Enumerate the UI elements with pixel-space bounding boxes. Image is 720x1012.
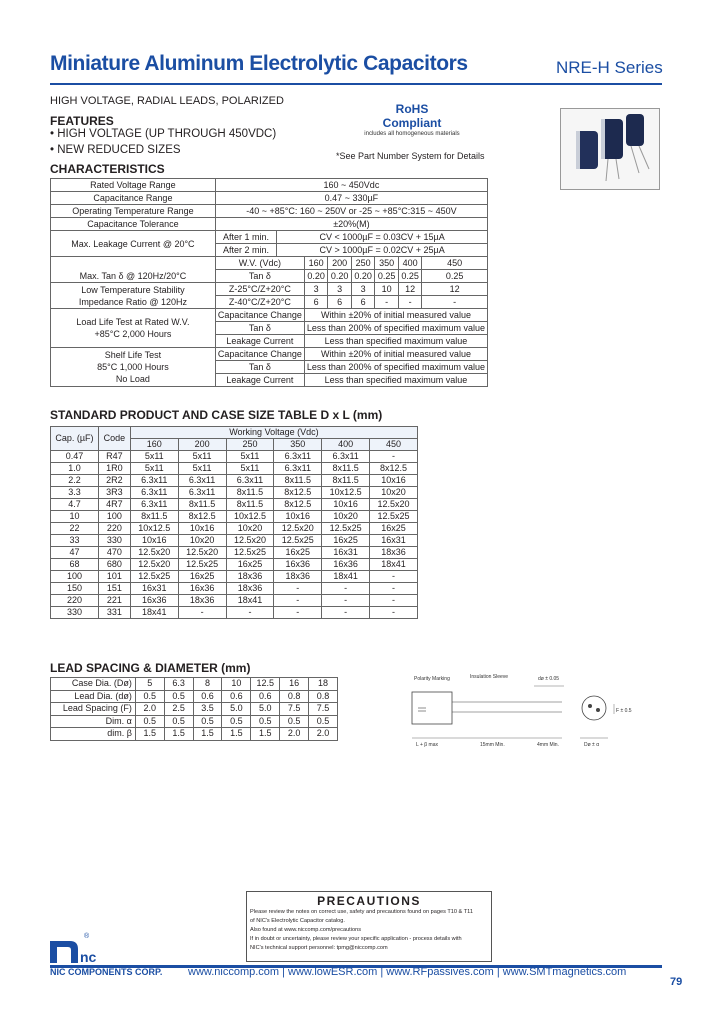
table-row: [51, 690, 338, 703]
case-size-cell: -: [370, 451, 418, 463]
lead-row-label: dim. β: [51, 728, 136, 741]
lead-row-label: Dim. α: [51, 715, 136, 728]
case-size-cell: 16x31: [130, 583, 178, 595]
lead-cell: 0.5: [135, 715, 164, 728]
case-size-cell: 10x12.5: [130, 523, 178, 535]
table-row: [51, 607, 418, 619]
standard-product-table: [50, 426, 418, 619]
table-row: [51, 728, 338, 741]
case-size-cell: 12.5x25: [370, 511, 418, 523]
table-row: [51, 192, 488, 205]
char-label: Rated Voltage Range: [51, 179, 216, 192]
case-size-cell: 10x20: [226, 523, 274, 535]
table-row: [51, 257, 488, 270]
sleeve-label: Insulation Sleeve: [470, 674, 509, 680]
case-size-cell: 12.5x25: [178, 559, 226, 571]
feature-item: • NEW REDUCED SIZES: [50, 144, 181, 156]
code-cell: 100: [98, 511, 130, 523]
case-size-cell: 18x41: [322, 571, 370, 583]
z40-cell: 6: [328, 296, 351, 309]
lead-cell: 12.5: [251, 678, 280, 691]
case-size-cell: 12.5x20: [178, 547, 226, 559]
char-value: ±20%(M): [215, 218, 487, 231]
table-row: [51, 451, 418, 463]
table-row: [51, 205, 488, 218]
table-row: [51, 571, 418, 583]
z40-label: Z-40°C/Z+20°C: [215, 296, 304, 309]
code-cell: 680: [98, 559, 130, 571]
char-value: 160 ~ 450Vdc: [215, 179, 487, 192]
char-sublabel: Tan δ: [215, 322, 304, 335]
voltage-cell: 400: [398, 257, 421, 270]
capacitor-photo: [560, 108, 660, 190]
subtitle: HIGH VOLTAGE, RADIAL LEADS, POLARIZED: [50, 95, 284, 107]
case-size-cell: 10x16: [322, 499, 370, 511]
char-label: Max. Tan δ @ 120Hz/20°C: [51, 257, 216, 283]
char-label: [51, 309, 216, 348]
capacitor-image: [561, 109, 661, 191]
char-value: CV > 1000µF = 0.02CV + 25µA: [277, 244, 488, 257]
cap-cell: 3.3: [51, 487, 99, 499]
case-size-cell: 10x12.5: [322, 487, 370, 499]
case-size-cell: 18x36: [226, 583, 274, 595]
table-row: [51, 595, 418, 607]
case-size-cell: 16x25: [322, 535, 370, 547]
case-size-cell: 8x11.5: [226, 487, 274, 499]
case-size-cell: 8x11.5: [322, 475, 370, 487]
char-sublabel: After 2 min.: [215, 244, 276, 257]
lead-cell: 1.5: [251, 728, 280, 741]
z40-cell: 6: [304, 296, 327, 309]
code-cell: 1R0: [98, 463, 130, 475]
char-sublabel: After 1 min.: [215, 231, 276, 244]
precaution-line: Please review the notes on correct use, safety and precautions found on pages T10 & T11: [250, 909, 473, 915]
case-size-cell: -: [322, 583, 370, 595]
table-row: [51, 559, 418, 571]
case-size-cell: -: [370, 583, 418, 595]
case-size-cell: -: [322, 607, 370, 619]
case-size-cell: 10x16: [370, 475, 418, 487]
case-size-cell: 16x36: [322, 559, 370, 571]
case-size-cell: 6.3x11: [274, 463, 322, 475]
z25-cell: 12: [422, 283, 488, 296]
lead-cell: 18: [309, 678, 338, 691]
case-size-cell: 10x16: [130, 535, 178, 547]
case-size-cell: 12.5x25: [130, 571, 178, 583]
footer-links[interactable]: www.niccomp.com | www.lowESR.com | www.RFpassives.com | www.SMTmagnetics.com: [188, 966, 627, 978]
z40-cell: -: [375, 296, 398, 309]
case-size-cell: -: [370, 571, 418, 583]
tan-label: Tan δ: [215, 270, 304, 283]
precaution-line: NIC's technical support personnel: tpmg@niccomp.com: [250, 945, 388, 951]
lead-cell: 0.5: [135, 690, 164, 703]
lead-cell: 3.5: [193, 703, 222, 716]
case-size-cell: 8x12.5: [274, 487, 322, 499]
case-size-cell: 6.3x11: [178, 487, 226, 499]
case-size-cell: 8x11.5: [226, 499, 274, 511]
z40-cell: -: [398, 296, 421, 309]
case-size-cell: 18x41: [370, 559, 418, 571]
case-size-cell: -: [274, 583, 322, 595]
case-size-cell: 12.5x20: [130, 547, 178, 559]
voltage-header: 160: [130, 439, 178, 451]
shelf-life-label: Shelf Life Test: [104, 350, 162, 360]
char-sublabel: Capacitance Change: [215, 348, 304, 361]
lead-cell: 8: [193, 678, 222, 691]
lead-cell: 0.6: [251, 690, 280, 703]
lead-cell: 1.5: [193, 728, 222, 741]
z25-cell: 3: [304, 283, 327, 296]
case-size-cell: 12.5x20: [226, 535, 274, 547]
char-value: Less than 200% of specified maximum value: [304, 361, 487, 374]
code-cell: 4R7: [98, 499, 130, 511]
case-size-cell: 16x25: [370, 523, 418, 535]
case-size-cell: 10x12.5: [226, 511, 274, 523]
capacitor-dimension-drawing: [404, 668, 662, 758]
case-size-cell: 6.3x11: [226, 475, 274, 487]
l-label: L + β max: [416, 742, 439, 748]
lead-cell: 2.0: [280, 728, 309, 741]
lead-cell: 1.5: [222, 728, 251, 741]
case-size-cell: 12.5x25: [274, 535, 322, 547]
lead-cell: 0.6: [193, 690, 222, 703]
lead-cell: 0.5: [222, 715, 251, 728]
case-size-cell: -: [370, 607, 418, 619]
cap-cell: 1.0: [51, 463, 99, 475]
char-label: [51, 348, 216, 387]
lead-row-label: Lead Spacing (F): [51, 703, 136, 716]
series-name: NRE-H Series: [556, 58, 663, 77]
table-row: [51, 523, 418, 535]
case-size-cell: 8x11.5: [274, 475, 322, 487]
char-label: Operating Temperature Range: [51, 205, 216, 218]
characteristics-heading: CHARACTERISTICS: [50, 162, 165, 176]
case-size-cell: 5x11: [226, 463, 274, 475]
lead-cell: 0.5: [164, 690, 193, 703]
lead-cell: 0.5: [193, 715, 222, 728]
lead-cell: 0.8: [309, 690, 338, 703]
cap-cell: 33: [51, 535, 99, 547]
impedance-label: Impedance Ratio @ 120Hz: [78, 296, 188, 307]
table-row: [51, 309, 488, 322]
char-sublabel: Leakage Current: [215, 374, 304, 387]
voltage-cell: 200: [328, 257, 351, 270]
case-size-cell: 6.3x11: [130, 499, 178, 511]
case-size-cell: 8x12.5: [370, 463, 418, 475]
code-cell: 151: [98, 583, 130, 595]
lead-cell: 0.5: [164, 715, 193, 728]
voltage-cell: 350: [375, 257, 398, 270]
company-name: NIC COMPONENTS CORP.: [50, 967, 163, 977]
char-value: Less than specified maximum value: [304, 374, 487, 387]
registered-mark: ®: [84, 933, 90, 940]
lead-cell: 10: [222, 678, 251, 691]
tan-cell: 0.20: [351, 270, 374, 283]
shelf-life-load: No Load: [115, 374, 150, 384]
case-size-cell: 16x36: [130, 595, 178, 607]
code-cell: 220: [98, 523, 130, 535]
lead-cell: 5.0: [222, 703, 251, 716]
lead-cell: 0.5: [251, 715, 280, 728]
lead-cell: 0.8: [280, 690, 309, 703]
part-number-note: *See Part Number System for Details: [336, 151, 485, 161]
case-size-cell: 5x11: [130, 451, 178, 463]
feature-item: • HIGH VOLTAGE (UP THROUGH 450VDC): [50, 128, 277, 140]
voltage-cell: 250: [351, 257, 374, 270]
case-size-cell: -: [226, 607, 274, 619]
case-size-cell: 18x36: [226, 571, 274, 583]
table-row: [51, 348, 488, 361]
case-size-cell: -: [322, 595, 370, 607]
char-value: Within ±20% of initial measured value: [304, 348, 487, 361]
case-size-cell: -: [274, 607, 322, 619]
case-size-cell: -: [370, 595, 418, 607]
char-value: Less than specified maximum value: [304, 335, 487, 348]
code-cell: 470: [98, 547, 130, 559]
table-row: [51, 499, 418, 511]
rohs-line1: RoHS: [395, 102, 429, 116]
table-row: [51, 583, 418, 595]
lead-cell: 2.5: [164, 703, 193, 716]
case-size-cell: 18x41: [226, 595, 274, 607]
z25-cell: 10: [375, 283, 398, 296]
precaution-line: of NIC's Electrolytic Capacitor catalog.: [250, 918, 345, 924]
case-size-cell: 8x11.5: [322, 463, 370, 475]
voltage-header: 250: [226, 439, 274, 451]
col-code: Code: [98, 427, 130, 451]
cap-cell: 0.47: [51, 451, 99, 463]
load-life-hours: +85°C 2,000 Hours: [94, 329, 172, 339]
cap-cell: 220: [51, 595, 99, 607]
case-size-cell: 10x20: [370, 487, 418, 499]
lead-cell: 2.0: [135, 703, 164, 716]
table-row: [51, 547, 418, 559]
lead-cell: 1.5: [164, 728, 193, 741]
precautions-title: PRECAUTIONS: [317, 894, 421, 908]
char-label: Capacitance Range: [51, 192, 216, 205]
case-size-cell: 5x11: [226, 451, 274, 463]
char-value: CV < 1000µF = 0.03CV + 15µA: [277, 231, 488, 244]
char-sublabel: Tan δ: [215, 361, 304, 374]
case-size-cell: 16x31: [370, 535, 418, 547]
cap-cell: 10: [51, 511, 99, 523]
case-size-cell: 10x20: [178, 535, 226, 547]
standard-heading-main: STANDARD PRODUCT AND CASE SIZE TABLE D: [50, 408, 330, 422]
cap-cell: 22: [51, 523, 99, 535]
code-cell: 330: [98, 535, 130, 547]
case-size-cell: 18x36: [178, 595, 226, 607]
case-size-cell: 10x16: [178, 523, 226, 535]
char-value: Within ±20% of initial measured value: [304, 309, 487, 322]
code-cell: 331: [98, 607, 130, 619]
title-rule: [50, 83, 662, 85]
case-size-cell: 12.5x25: [322, 523, 370, 535]
z25-cell: 12: [398, 283, 421, 296]
case-size-cell: 6.3x11: [322, 451, 370, 463]
features-heading: FEATURES: [50, 114, 114, 128]
char-label: Max. Leakage Current @ 20°C: [51, 231, 216, 257]
case-size-cell: 6.3x11: [130, 475, 178, 487]
case-size-cell: 18x36: [370, 547, 418, 559]
case-size-cell: 18x41: [130, 607, 178, 619]
lead-row-label: Lead Dia. (dø): [51, 690, 136, 703]
case-size-cell: -: [274, 595, 322, 607]
wv-label: W.V. (Vdc): [215, 257, 304, 270]
shelf-life-hours: 85°C 1,000 Hours: [97, 362, 169, 372]
table-row: [51, 487, 418, 499]
stability-label: Low Temperature Stability: [81, 284, 185, 295]
table-header-row: [51, 427, 418, 439]
cap-cell: 330: [51, 607, 99, 619]
voltage-header: 400: [322, 439, 370, 451]
code-cell: R47: [98, 451, 130, 463]
lead-spacing-table: [50, 677, 338, 741]
table-row: [51, 535, 418, 547]
z25-label: Z-25°C/Z+20°C: [215, 283, 304, 296]
cap-cell: 4.7: [51, 499, 99, 511]
rohs-line2: Compliant: [382, 116, 442, 130]
tan-cell: 0.20: [304, 270, 327, 283]
case-size-cell: 10x16: [274, 511, 322, 523]
case-size-cell: 8x11.5: [130, 511, 178, 523]
lead-cell: 0.5: [280, 715, 309, 728]
char-value: 0.47 ~ 330µF: [215, 192, 487, 205]
lead-row-label: Case Dia. (Dø): [51, 678, 136, 691]
table-row: [51, 179, 488, 192]
case-size-cell: 5x11: [130, 463, 178, 475]
case-size-cell: 16x31: [322, 547, 370, 559]
char-sublabel: Capacitance Change: [215, 309, 304, 322]
table-row: [51, 218, 488, 231]
code-cell: 221: [98, 595, 130, 607]
char-label: [51, 283, 216, 309]
f-label: F ± 0.5: [616, 708, 632, 714]
voltage-cell: 450: [422, 257, 488, 270]
table-row: [51, 475, 418, 487]
z25-cell: 3: [351, 283, 374, 296]
min4-label: 4mm Min.: [537, 742, 559, 748]
lead-table-heading: LEAD SPACING & DIAMETER (mm): [50, 661, 251, 675]
z40-cell: -: [422, 296, 488, 309]
char-value: -40 ~ +85°C: 160 ~ 250V or -25 ~ +85°C:315 ~ 450V: [215, 205, 487, 218]
code-cell: 2R2: [98, 475, 130, 487]
cap-cell: 2.2: [51, 475, 99, 487]
case-size-cell: 5x11: [178, 463, 226, 475]
table-row: [51, 678, 338, 691]
cap-cell: 68: [51, 559, 99, 571]
standard-table-heading: [50, 408, 382, 422]
lead-cell: 1.5: [135, 728, 164, 741]
case-size-cell: 6.3x11: [274, 451, 322, 463]
case-size-cell: 16x25: [178, 571, 226, 583]
lead-cell: 7.5: [280, 703, 309, 716]
table-row: [51, 231, 488, 244]
tan-cell: 0.25: [375, 270, 398, 283]
case-size-cell: 6.3x11: [130, 487, 178, 499]
table-row: [51, 463, 418, 475]
characteristics-table: [50, 178, 488, 387]
rohs-badge: [342, 102, 482, 138]
table-row: [51, 703, 338, 716]
cap-cell: 47: [51, 547, 99, 559]
lead-cell: 5.0: [251, 703, 280, 716]
case-size-cell: 8x11.5: [178, 499, 226, 511]
voltage-header: 200: [178, 439, 226, 451]
case-size-cell: 12.5x25: [226, 547, 274, 559]
case-size-cell: -: [178, 607, 226, 619]
case-size-cell: 12.5x20: [130, 559, 178, 571]
case-size-cell: 6.3x11: [178, 475, 226, 487]
case-size-cell: 12.5x20: [370, 499, 418, 511]
char-sublabel: Leakage Current: [215, 335, 304, 348]
case-size-cell: 16x36: [178, 583, 226, 595]
tan-cell: 0.25: [398, 270, 421, 283]
case-size-cell: 16x25: [226, 559, 274, 571]
voltage-cell: 160: [304, 257, 327, 270]
case-size-cell: 10x20: [322, 511, 370, 523]
code-cell: 101: [98, 571, 130, 583]
z40-cell: 6: [351, 296, 374, 309]
tan-cell: 0.25: [422, 270, 488, 283]
precaution-line: Also found at www.niccomp.com/precautions: [250, 927, 361, 933]
table-row: [51, 511, 418, 523]
lead-cell: 16: [280, 678, 309, 691]
char-value: Less than 200% of specified maximum value: [304, 322, 487, 335]
lead-cell: 5: [135, 678, 164, 691]
logo-text: nc: [80, 949, 97, 965]
d-label: Dø ± α: [584, 742, 600, 748]
dimension-svg: [404, 668, 662, 758]
code-cell: 3R3: [98, 487, 130, 499]
z25-cell: 3: [328, 283, 351, 296]
precaution-line: If in doubt or uncertainty, please review your specific application - process details with: [250, 936, 462, 942]
case-size-cell: 8x12.5: [178, 511, 226, 523]
lead-cell: 0.5: [309, 715, 338, 728]
tan-cell: 0.20: [328, 270, 351, 283]
lead-cell: 7.5: [309, 703, 338, 716]
voltage-header: 350: [274, 439, 322, 451]
case-size-cell: 8x12.5: [274, 499, 322, 511]
col-cap: Cap. (µF): [51, 427, 99, 451]
case-size-cell: 18x36: [274, 571, 322, 583]
char-label: Capacitance Tolerance: [51, 218, 216, 231]
precautions-box: [246, 891, 492, 962]
lead-dia-label: dø ± 0.05: [538, 676, 560, 682]
case-size-cell: 16x36: [274, 559, 322, 571]
voltage-header: 450: [370, 439, 418, 451]
page-number: 79: [670, 976, 683, 988]
rohs-note: includes all homogeneous materials: [364, 131, 460, 137]
cap-cell: 100: [51, 571, 99, 583]
standard-heading-tail: x L (mm): [329, 408, 383, 422]
table-row: [51, 715, 338, 728]
polarity-label: Polarity Marking: [414, 676, 450, 682]
lead-cell: 2.0: [309, 728, 338, 741]
col-working-voltage: Working Voltage (Vdc): [130, 427, 417, 439]
lead-cell: 6.3: [164, 678, 193, 691]
lead-cell: 0.6: [222, 690, 251, 703]
cap-cell: 150: [51, 583, 99, 595]
case-size-cell: 16x25: [274, 547, 322, 559]
case-size-cell: 12.5x20: [274, 523, 322, 535]
min15-label: 15mm Min.: [480, 742, 505, 748]
case-size-cell: 5x11: [178, 451, 226, 463]
page-title: Miniature Aluminum Electrolytic Capacitors: [50, 52, 468, 75]
load-life-label: Load Life Test at Rated W.V.: [76, 317, 190, 327]
table-row: [51, 283, 488, 296]
